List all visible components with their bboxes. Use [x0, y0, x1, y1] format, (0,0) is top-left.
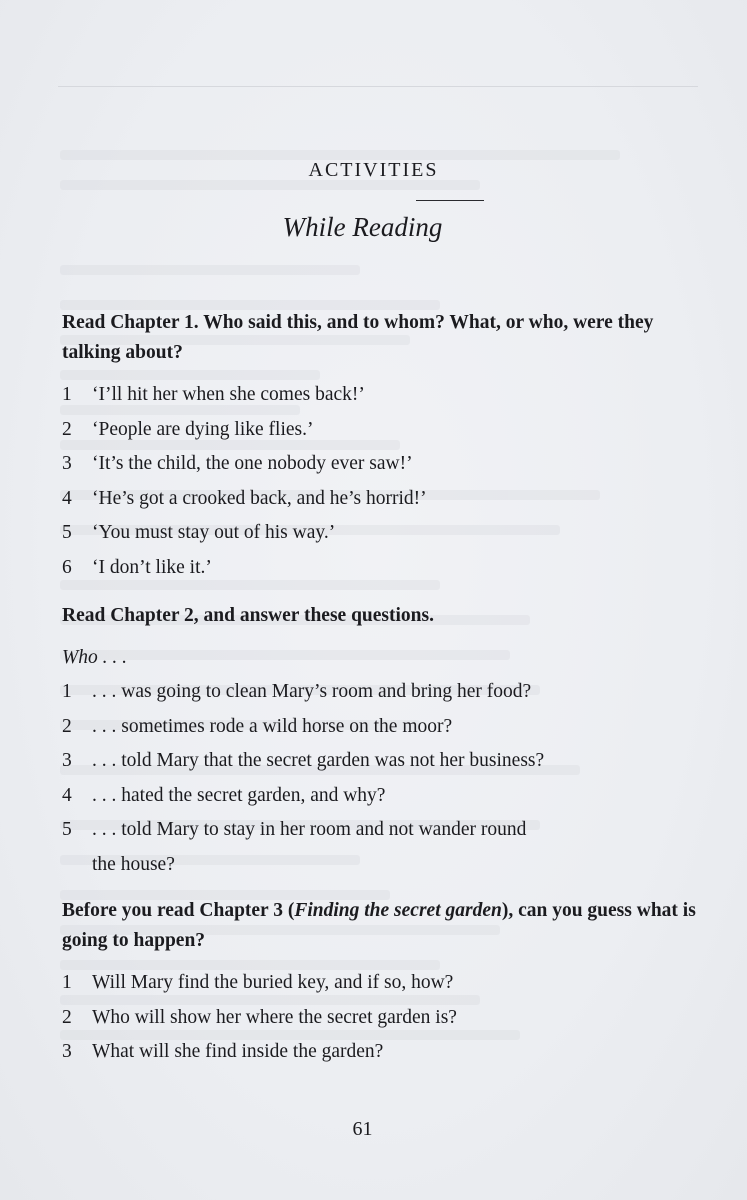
list-item: 4 . . . hated the secret garden, and why? [62, 784, 386, 806]
chapter-title: Finding the secret garden [294, 900, 502, 921]
list-item: 5 ‘You must stay out of his way.’ [62, 522, 336, 543]
section2-prompt: Read Chapter 2, and answer these questions. [62, 605, 434, 626]
section1-list [62, 378, 702, 585]
section1-prompt: Read Chapter 1. Who said this, and to whom? What, or who, were they talking about? [62, 312, 654, 363]
section2-list [62, 675, 702, 882]
list-item: 1 . . . was going to clean Mary’s room and bring her food? [62, 681, 532, 702]
list-item: 3 . . . told Mary that the secret garden was not her business? [62, 750, 545, 771]
list-item: 3 ‘It’s the child, the one nobody ever saw!’ [62, 453, 413, 474]
heading-divider [416, 200, 484, 201]
list-item: 2 Who will show her where the secret garden is? [62, 1006, 457, 1028]
page-number: 61 [352, 1118, 373, 1140]
header-rule [58, 86, 698, 87]
activity-content [62, 308, 702, 1070]
list-item: 5 . . . told Mary to stay in her room and not wander round the house? [62, 819, 527, 875]
list-item: 2 . . . sometimes rode a wild horse on the moor? [62, 715, 453, 737]
section3-prompt: Before you read Chapter 3 (Finding the secret garden), can you guess what is going to happen? [62, 900, 696, 951]
list-item: 6 ‘I don’t like it.’ [62, 556, 212, 578]
list-item: 1 ‘I’ll hit her when she comes back!’ [62, 384, 365, 405]
list-item: 1 Will Mary find the buried key, and if so, how? [62, 972, 454, 993]
page-heading: ACTIVITIES [308, 159, 439, 181]
list-item: 4 ‘He’s got a crooked back, and he’s horrid!’ [62, 487, 427, 509]
section3-list [62, 966, 702, 1070]
page-subheading: While Reading [282, 212, 443, 242]
list-item: 3 What will she find inside the garden? [62, 1041, 384, 1062]
section2-lead: Who . . . [62, 647, 127, 668]
list-item: 2 ‘People are dying like flies.’ [62, 418, 314, 440]
